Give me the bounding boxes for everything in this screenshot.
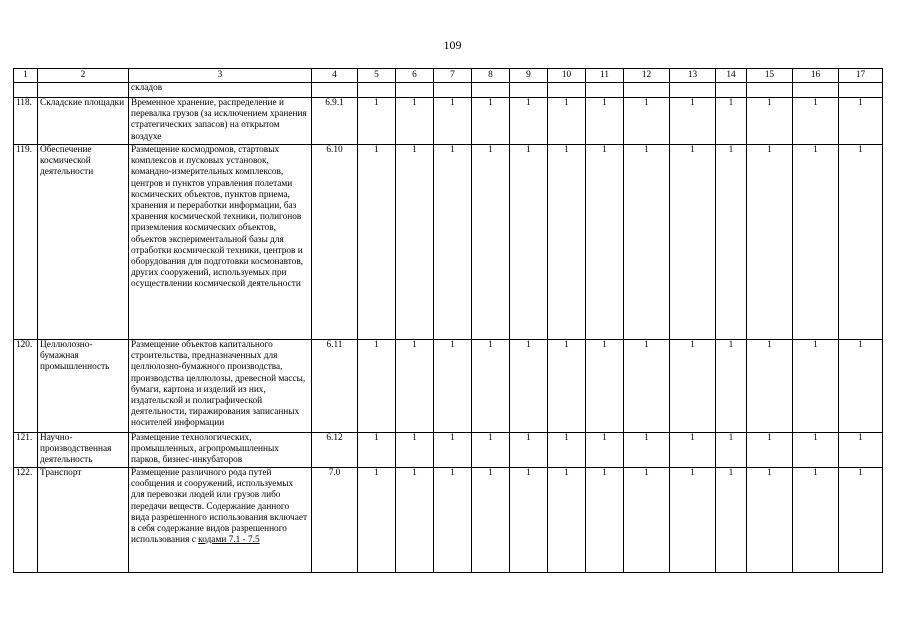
- column-header-3: 3: [129, 69, 312, 83]
- cell-value: 1: [624, 145, 670, 340]
- cell-value: 1: [670, 340, 716, 433]
- cell-value: 1: [434, 433, 472, 468]
- cell-value: 1: [624, 433, 670, 468]
- cell-num: 119.: [14, 145, 38, 340]
- cell-value: 1: [624, 340, 670, 433]
- cell-value: 1: [358, 98, 396, 145]
- cell-value: 1: [510, 433, 548, 468]
- cell-value: 1: [586, 340, 624, 433]
- cell-code: 6.10: [312, 145, 358, 340]
- cell-value: 1: [396, 145, 434, 340]
- cell-value: 1: [670, 468, 716, 573]
- cell-num: [14, 83, 38, 98]
- column-header-1: 1: [14, 69, 38, 83]
- column-header-8: 8: [472, 69, 510, 83]
- cell-name: Целлюлозно-бумажная промышленность: [38, 340, 129, 433]
- cell-value: 1: [548, 98, 586, 145]
- cell-description: [129, 145, 312, 340]
- cell-value: 1: [839, 145, 883, 340]
- description-text: Размещение технологических, промышленных, агропромышленных парков, бизнес-инкубаторов: [131, 433, 279, 466]
- cell-value: 1: [716, 468, 747, 573]
- table-row: [14, 98, 883, 145]
- column-header-13: 13: [670, 69, 716, 83]
- cell-value: 1: [434, 340, 472, 433]
- cell-value: 1: [793, 98, 839, 145]
- cell-name: [38, 83, 129, 98]
- cell-value: 1: [586, 433, 624, 468]
- description-text: Размещение различного рода путей сообщения и сооружений, используемых для перевозки людей или грузов либо передачи веществ. Содержание данного вида разрешенного использования включает в себя содержание видов разрешенного использования с: [131, 468, 308, 546]
- cell-value: 1: [358, 468, 396, 573]
- cell-value: 1: [472, 468, 510, 573]
- cell-value: 1: [839, 433, 883, 468]
- cell-value: 1: [716, 145, 747, 340]
- cell-value: 1: [670, 433, 716, 468]
- cell-value: 1: [716, 433, 747, 468]
- cell-value: 1: [358, 433, 396, 468]
- cell-num: 121.: [14, 433, 38, 468]
- cell-value: 1: [747, 340, 793, 433]
- cell-value: 1: [548, 433, 586, 468]
- cell-code: 6.12: [312, 433, 358, 468]
- cell-code: 6.11: [312, 340, 358, 433]
- cell-value: 1: [358, 340, 396, 433]
- cell-num: 118.: [14, 98, 38, 145]
- cell-value: 1: [472, 433, 510, 468]
- cell-value: 1: [839, 98, 883, 145]
- cell-value: 1: [624, 468, 670, 573]
- cell-value: 1: [586, 145, 624, 340]
- cell-value: 1: [624, 98, 670, 145]
- cell-name: Транспорт: [38, 468, 129, 573]
- codes-link[interactable]: кодами 7.1 - 7.5: [198, 535, 260, 546]
- description-text: Временное хранение, распределение и перевалка грузов (за исключением хранения стратегических запасов) на открытом воздухе: [131, 98, 307, 142]
- cell-description: [129, 98, 312, 145]
- column-header-15: 15: [747, 69, 793, 83]
- column-header-11: 11: [586, 69, 624, 83]
- cell-description: [129, 468, 312, 573]
- column-header-9: 9: [510, 69, 548, 83]
- cell-value: 1: [716, 340, 747, 433]
- description-text: Размещение космодромов, стартовых комплексов и пусковых установок, командно-измерительных комплексов, центров и пунктов управления полетами космических объектов, пунктов приема, хранения и переработки информации, баз хранения космической техники, полигонов приземления космических объектов, объектов экспериментальной базы для отработки космической техники, центров и оборудования для подготовки космонавтов, других сооружений, используемых при осуществлении космической деятельности: [131, 145, 304, 290]
- column-header-12: 12: [624, 69, 670, 83]
- land-use-table: [13, 68, 883, 573]
- column-header-4: 4: [312, 69, 358, 83]
- column-header-6: 6: [396, 69, 434, 83]
- cell-code: 7.0: [312, 468, 358, 573]
- cell-value: 1: [472, 98, 510, 145]
- cell-value: 1: [793, 433, 839, 468]
- column-header-17: 17: [839, 69, 883, 83]
- column-header-7: 7: [434, 69, 472, 83]
- table-row: [14, 340, 883, 433]
- cell-value: 1: [510, 98, 548, 145]
- cell-name: Складские площадки: [38, 98, 129, 145]
- cell-num: 122.: [14, 468, 38, 573]
- cell-description: складов: [129, 83, 312, 98]
- cell-value: 1: [793, 340, 839, 433]
- table-row: [14, 433, 883, 468]
- cell-value: 1: [793, 145, 839, 340]
- cell-value: 1: [793, 468, 839, 573]
- table-row: [14, 145, 883, 340]
- table-row: [14, 468, 883, 573]
- cell-value: 1: [747, 145, 793, 340]
- column-header-2: 2: [38, 69, 129, 83]
- cell-description: [129, 433, 312, 468]
- column-header-16: 16: [793, 69, 839, 83]
- cell-value: 1: [747, 433, 793, 468]
- cell-value: 1: [434, 145, 472, 340]
- cell-value: 1: [510, 468, 548, 573]
- cell-value: 1: [472, 340, 510, 433]
- cell-value: 1: [510, 145, 548, 340]
- cell-value: 1: [747, 98, 793, 145]
- header-row: [14, 69, 883, 83]
- cell-description: [129, 340, 312, 433]
- cell-name: Научно-производственная деятельность: [38, 433, 129, 468]
- column-header-14: 14: [716, 69, 747, 83]
- description-text: Размещение объектов капитального строительства, предназначенных для целлюлозно-бумажного производства, производства целлюлозы, древесной массы, бумаги, картона и изделий из них, издательской и полиграфической деятельности, тиражирования записанных носителей информации: [131, 340, 306, 429]
- cell-value: 1: [396, 468, 434, 573]
- cell-value: 1: [396, 98, 434, 145]
- page-number: 109: [443, 38, 462, 52]
- cell-value: 1: [670, 98, 716, 145]
- cell-value: 1: [396, 340, 434, 433]
- cell-code: [312, 83, 358, 98]
- cell-value: 1: [586, 468, 624, 573]
- cell-value: 1: [586, 98, 624, 145]
- cell-value: 1: [839, 340, 883, 433]
- cell-value: 1: [358, 145, 396, 340]
- cell-value: 1: [510, 340, 548, 433]
- cell-value: 1: [747, 468, 793, 573]
- cell-name: Обеспечение космической деятельности: [38, 145, 129, 340]
- cell-value: 1: [670, 145, 716, 340]
- cell-value: 1: [548, 145, 586, 340]
- cell-value: 1: [839, 468, 883, 573]
- cell-value: 1: [716, 98, 747, 145]
- cell-value: 1: [548, 468, 586, 573]
- column-header-5: 5: [358, 69, 396, 83]
- cell-num: 120.: [14, 340, 38, 433]
- cell-value: 1: [472, 145, 510, 340]
- cell-value: 1: [434, 468, 472, 573]
- cell-value: 1: [434, 98, 472, 145]
- cell-code: 6.9.1: [312, 98, 358, 145]
- cell-value: 1: [396, 433, 434, 468]
- cell-value: 1: [548, 340, 586, 433]
- continuation-row: [14, 83, 883, 98]
- column-header-10: 10: [548, 69, 586, 83]
